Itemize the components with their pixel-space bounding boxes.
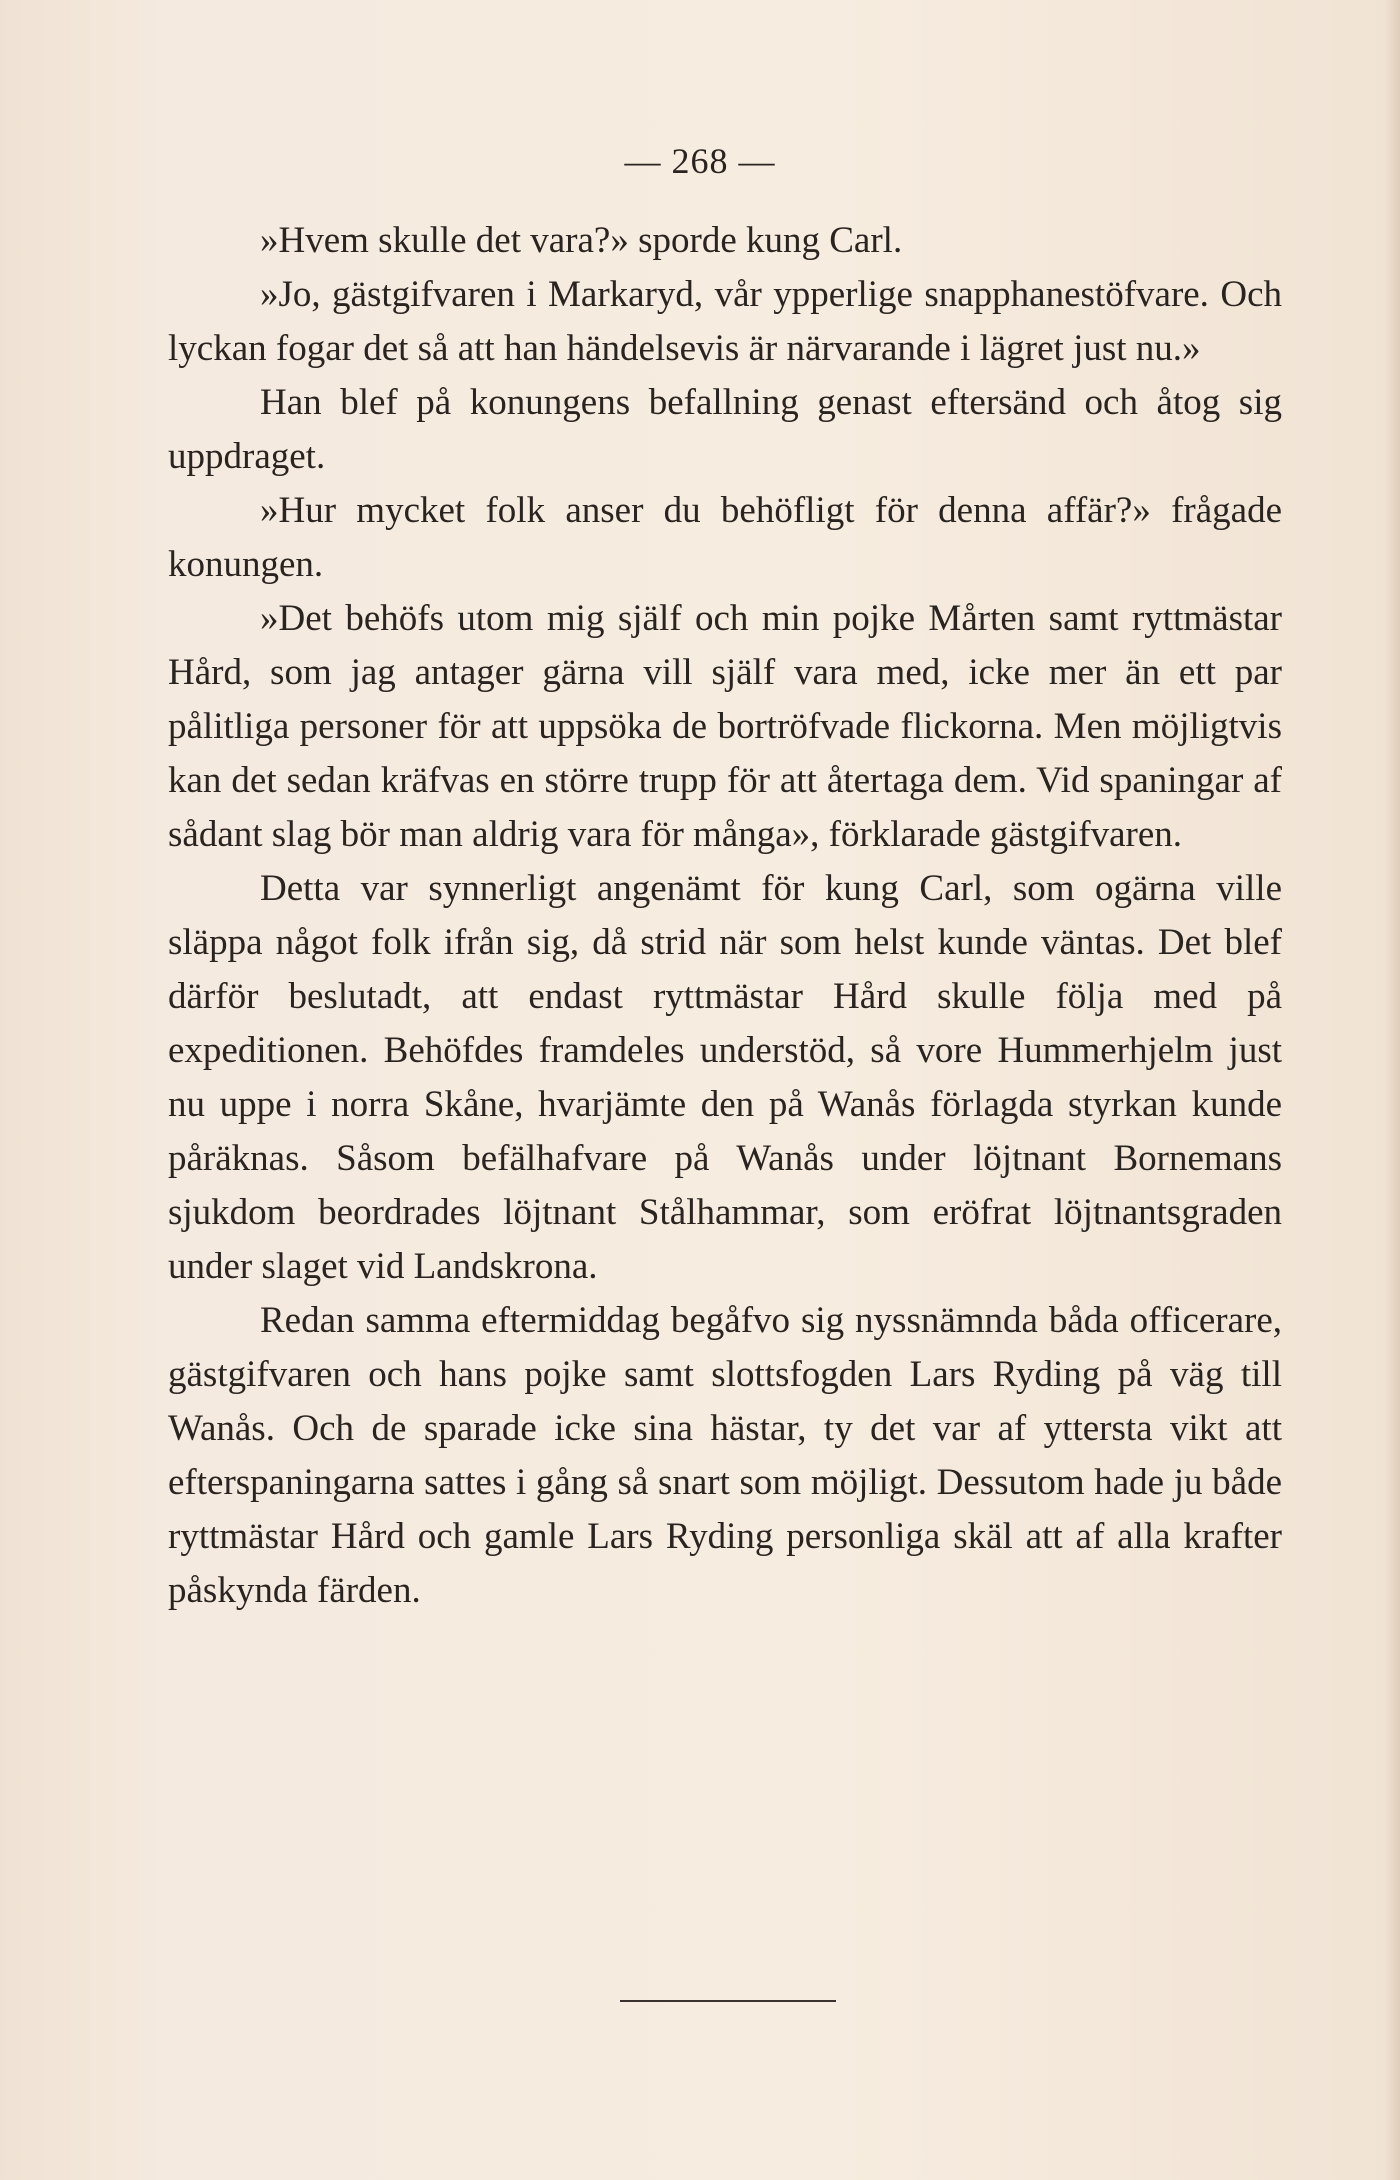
paragraph: Detta var synnerligt angenämt för kung Carl, som ogärna ville släppa något folk ifrån sig, då strid när som helst kunde väntas. Det blef därför beslutadt, att endast ryttmästar Hård skulle följa med på expeditionen. Behöfdes framdeles understöd, så vore Hummerhjelm just nu uppe i norra Skåne, hvarjämte den på Wanås förlagda styrkan kunde påräknas. Såsom befälhafvare på Wanås under löjtnant Bornemans sjukdom beordrades löjtnant Stålhammar, som eröfrat löjtnantsgraden under slaget vid Landskrona. bbox=[168, 868, 1282, 1287]
paragraph: »Jo, gästgifvaren i Markaryd, vår ypperlige snapphanestöfvare. Och lyckan fogar det så att han händelsevis är närvarande i lägret just nu.» bbox=[168, 274, 1282, 369]
body-text bbox=[168, 214, 1282, 1618]
paragraph: Han blef på konungens befallning genast eftersänd och åtog sig uppdraget. bbox=[168, 382, 1282, 477]
paragraph: »Hvem skulle det vara?» sporde kung Carl. bbox=[260, 220, 903, 261]
paragraph: Redan samma eftermiddag begåfvo sig nyssnämnda båda officerare, gästgifvaren och hans pojke samt slottsfogden Lars Ryding på väg till Wanås. Och de sparade icke sina hästar, ty det var af yttersta vikt att efterspaningarna sattes i gång så snart som möjligt. Dessutom hade ju både ryttmästar Hård och gamle Lars Ryding personliga skäl att af alla krafter påskynda färden. bbox=[168, 1300, 1282, 1611]
paragraph: »Det behöfs utom mig själf och min pojke Mårten samt ryttmästar Hård, som jag antager gärna vill själf vara med, icke mer än ett par pålitliga personer för att uppsöka de bortröfvade flickorna. Men möjligtvis kan det sedan kräfvas en större trupp för att återtaga dem. Vid spaningar af sådant slag bör man aldrig vara för många», förklarade gästgifvaren. bbox=[168, 598, 1282, 855]
page-number: — 268 — bbox=[624, 141, 776, 181]
page-edge-shadow bbox=[1384, 0, 1400, 2180]
paragraph: »Hur mycket folk anser du behöfligt för denna affär?» frågade konungen. bbox=[168, 490, 1282, 585]
closing-rule bbox=[620, 2000, 836, 2002]
